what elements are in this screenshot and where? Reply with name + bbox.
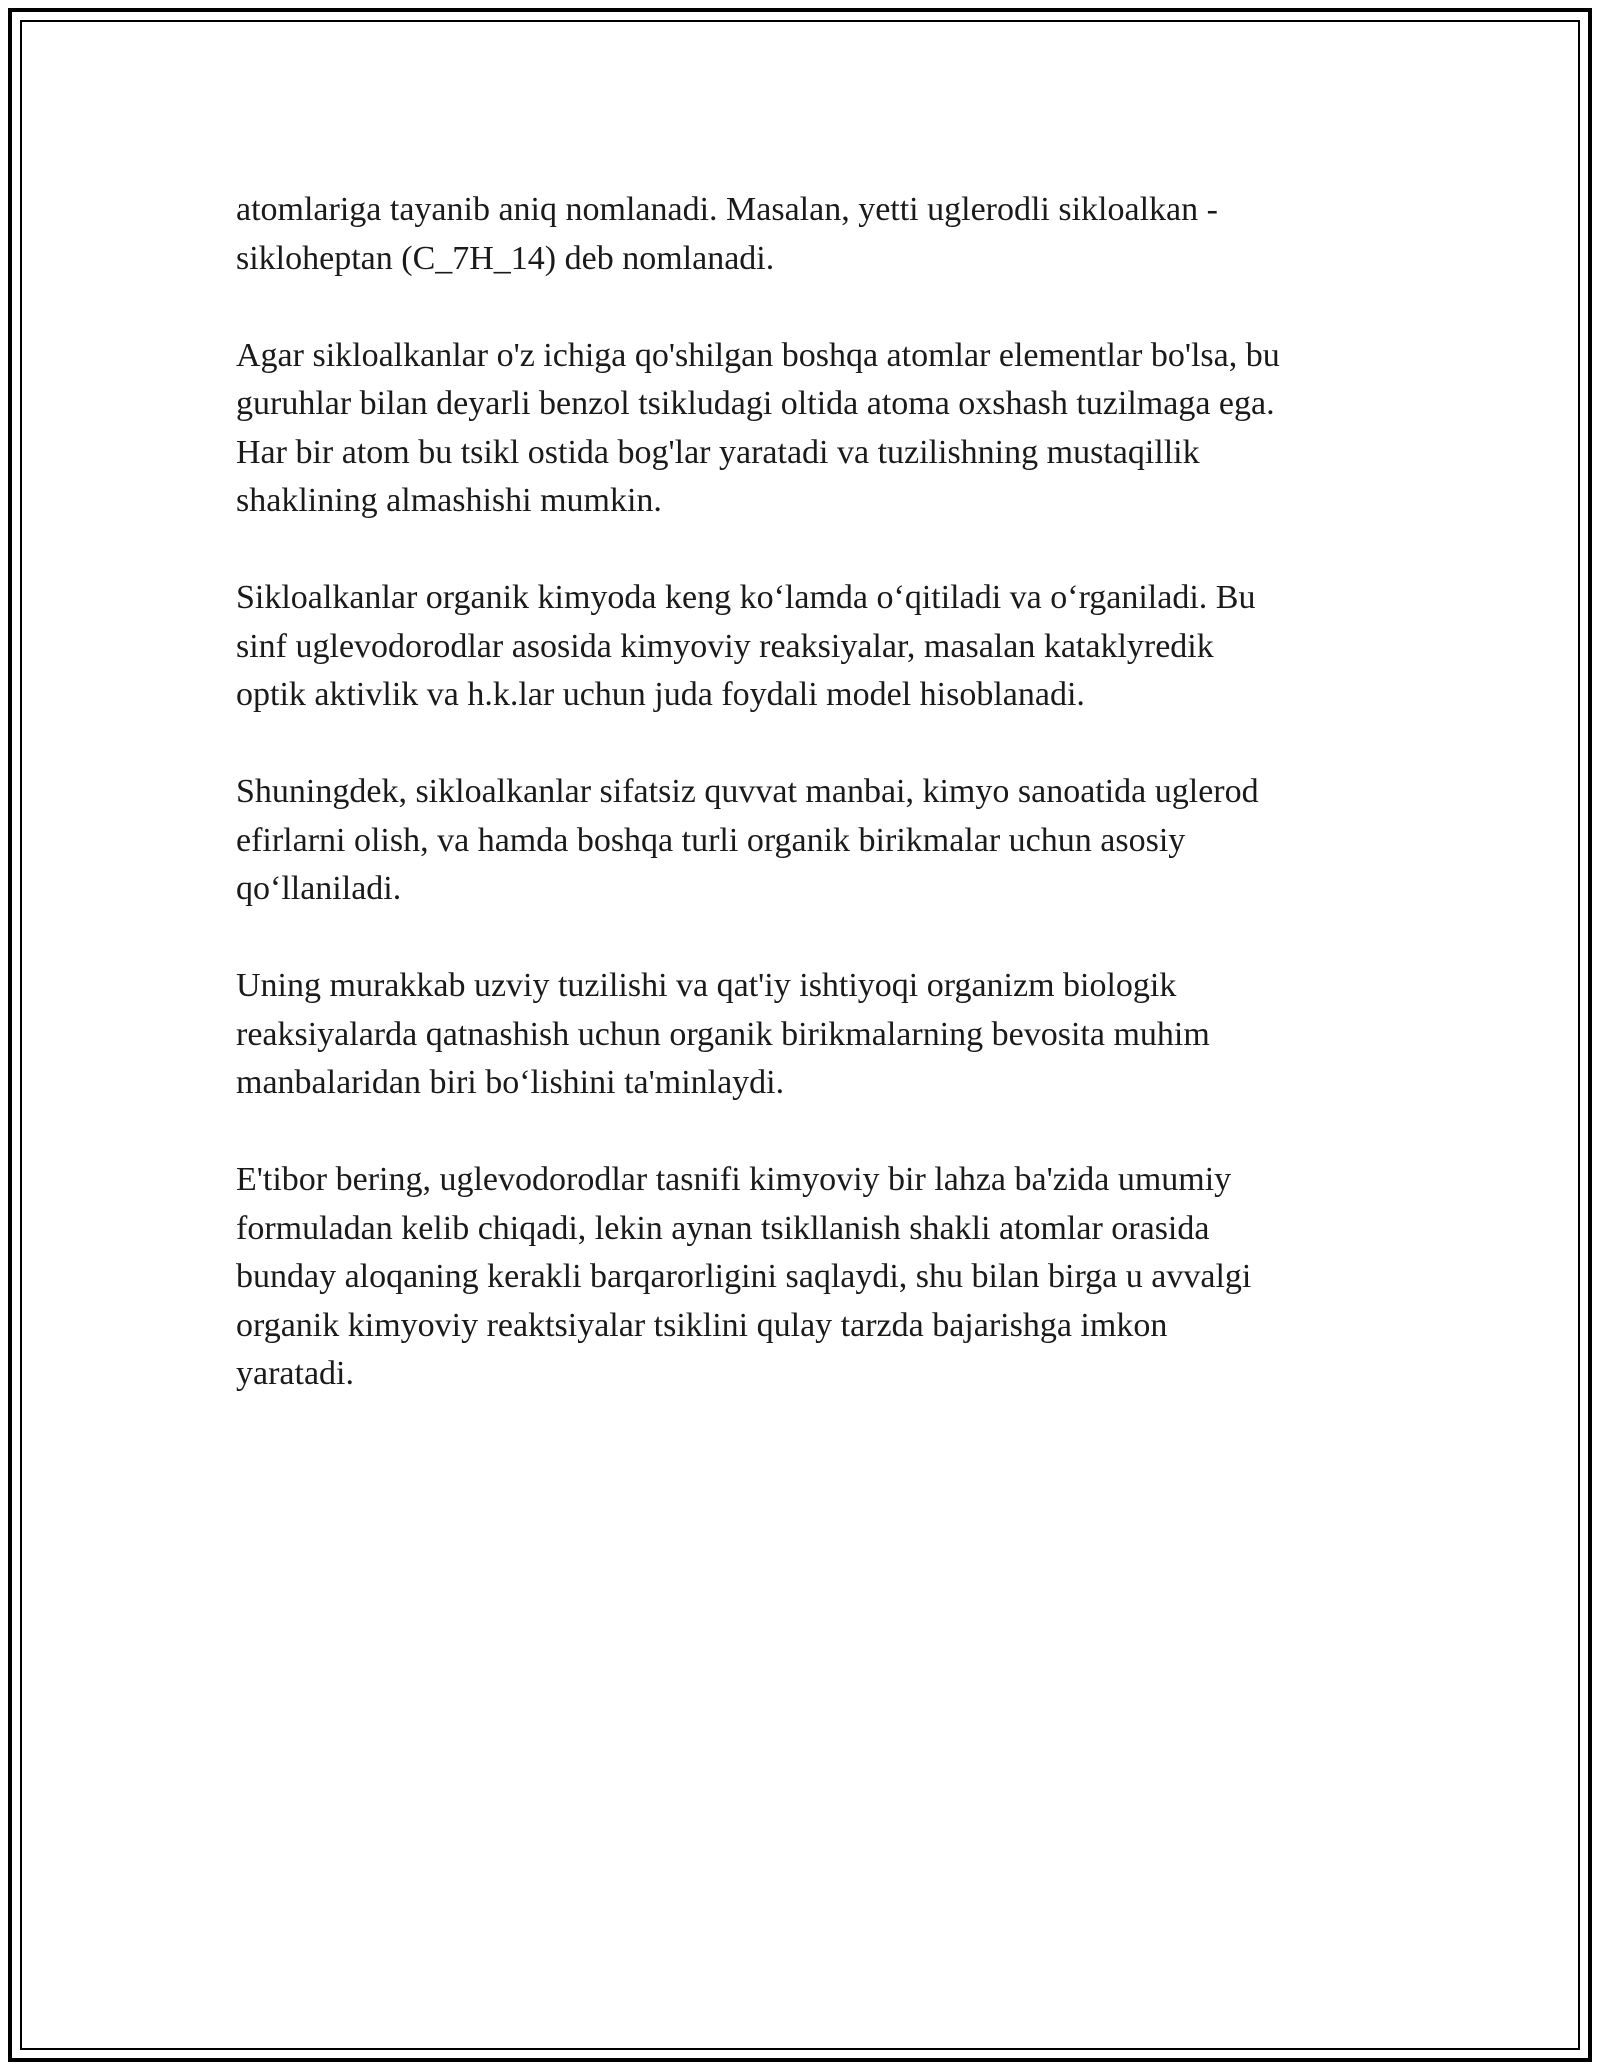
paragraph-2: Agar sikloalkanlar o'z ichiga qo'shilgan boshqa atomlar elementlar bo'lsa, bu guruhlar bilan deyarli benzol tsikludagi oltida atoma oxshash tuzilmaga ega. Har bir atom bu tsikl ostida bog'lar yaratadi va tuzilishning mustaqillik shaklining almashishi mumkin.: [236, 336, 1280, 519]
paragraph-3: Sikloalkanlar organik kimyoda keng ko‘lamda o‘qitiladi va o‘rganiladi. Bu sinf uglevodorodlar asosida kimyoviy reaksiyalar, masalan kataklyredik optik aktivlik va h.k.lar uchun juda foydali model hisoblanadi.: [236, 579, 1256, 713]
paragraph-6: E'tibor bering, uglevodorodlar tasnifi kimyoviy bir lahza ba'zida umumiy formuladan kelib chiqadi, lekin aynan tsikllanish shakli atomlar orasida bunday aloqaning kerakli barqarorligini saqlaydi, shu bilan birga u avvalgi organik kimyoviy reaktsiyalar tsiklini qulay tarzda bajarishga imkon yaratadi.: [236, 1161, 1252, 1392]
document-body: [236, 186, 1384, 1447]
paragraph-5: Uning murakkab uzviy tuzilishi va qat'iy ishtiyoqi organizm biologik reaksiyalarda qatnashish uchun organik birikmalarning bevosita muhim manbalaridan biri bo‘lishini ta'minlaydi.: [236, 967, 1210, 1101]
paragraph-4: Shuningdek, sikloalkanlar sifatsiz quvvat manbai, kimyo sanoatida uglerod efirlarni olish, va hamda boshqa turli organik birikmalar uchun asosiy qo‘llaniladi.: [236, 773, 1259, 907]
paragraph-1: atomlariga tayanib aniq nomlanadi. Masalan, yetti uglerodli sikloalkan - sikloheptan (C_7H_14) deb nomlanadi.: [236, 191, 1218, 277]
